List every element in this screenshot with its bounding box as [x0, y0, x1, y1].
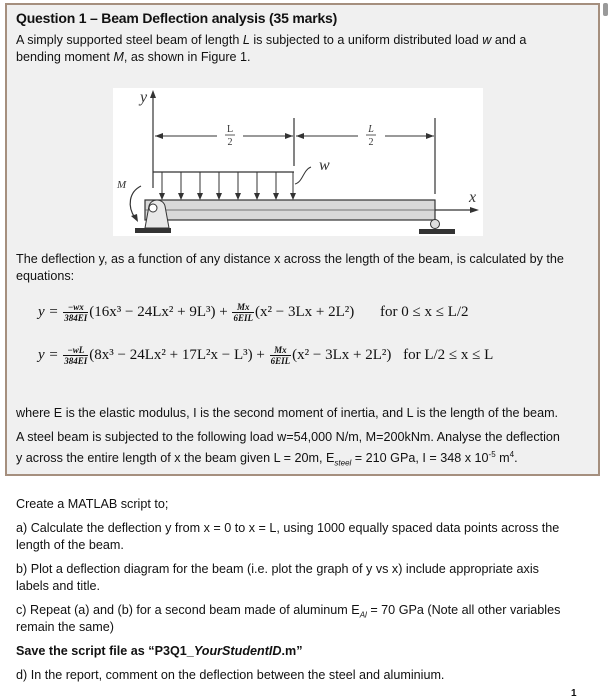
svg-text:y: y: [140, 89, 148, 106]
task-b-line2: labels and title.: [16, 579, 101, 593]
svg-text:L: L: [368, 124, 374, 135]
task-b-line1: b) Plot a deflection diagram for the beam (i.e. plot the graph of y vs x) include appropriate axis: [16, 562, 539, 576]
given-line1: A steel beam is subjected to the following load w=54,000 N/m, M=200kNm. Analyse the deflection: [16, 430, 560, 444]
svg-text:2: 2: [227, 137, 233, 148]
page-number: 1: [571, 688, 577, 699]
task-c-line2: remain the same): [16, 620, 114, 634]
task-c-line1: c) Repeat (a) and (b) for a second beam made of aluminum $E_{Al} = 70$ GPa (Note all other variables: [16, 603, 561, 620]
equation-1: y = $\frac{-wx}{384EI}$ (16x³ − 24Lx² + 9L³) + $\frac{Mx}{\text{6EIL}}$ (x² − 3Lx + 2L²) for 0 ≤ x ≤ L/2: [38, 302, 469, 323]
svg-text:x: x: [469, 189, 477, 206]
svg-text:L: L: [226, 124, 234, 135]
intro-paragraph-line1: A simply supported steel beam of length L is subjected to a uniform distributed load w and a: [16, 33, 527, 47]
scrollbar-thumb[interactable]: [603, 3, 608, 16]
intro-paragraph-line2: bending moment M, as shown in Figure 1.: [16, 50, 251, 64]
deflection-text-line2: equations:: [16, 269, 75, 283]
definitions-text: where E is the elastic modulus, I is the second moment of inertia, and L is the length of the beam.: [16, 406, 559, 420]
task-a-line2: length of the beam.: [16, 538, 124, 552]
svg-text:w: w: [319, 157, 330, 174]
tasks-intro: Create a MATLAB script to;: [16, 497, 169, 511]
equation-2: y = $\frac{-wL}{384EI}$ (8x³ − 24Lx² + 17L²x − L³) + $\frac{Mx}{\text{6EIL}}$ (x² − 3Lx + 2L²) for L/2 ≤ x ≤ L: [38, 345, 494, 366]
svg-text:M: M: [117, 179, 127, 191]
given-line2: y across the entire length of x the beam given L = 20m, $E_{steel} = 210$ GPa, I = 348 x $10^{-5}$ $m^4$.: [16, 450, 518, 468]
question-title: Question 1 – Beam Deflection analysis (35 marks): [16, 10, 338, 26]
task-a-line1: a) Calculate the deflection y from x = 0 to x = L, using 1000 equally spaced data points across the: [16, 521, 560, 535]
task-d-line: d) In the report, comment on the deflection between the steel and aluminium.: [16, 668, 445, 682]
deflection-text-line1: The deflection y, as a function of any distance x across the length of the beam, is calculated by the: [16, 252, 564, 266]
beam-diagram-icon: [113, 88, 483, 236]
save-instruction: Save the script file as “P3Q1_YourStudentID.m”: [16, 644, 303, 658]
beam-figure: [113, 88, 483, 236]
svg-text:2: 2: [368, 137, 374, 148]
